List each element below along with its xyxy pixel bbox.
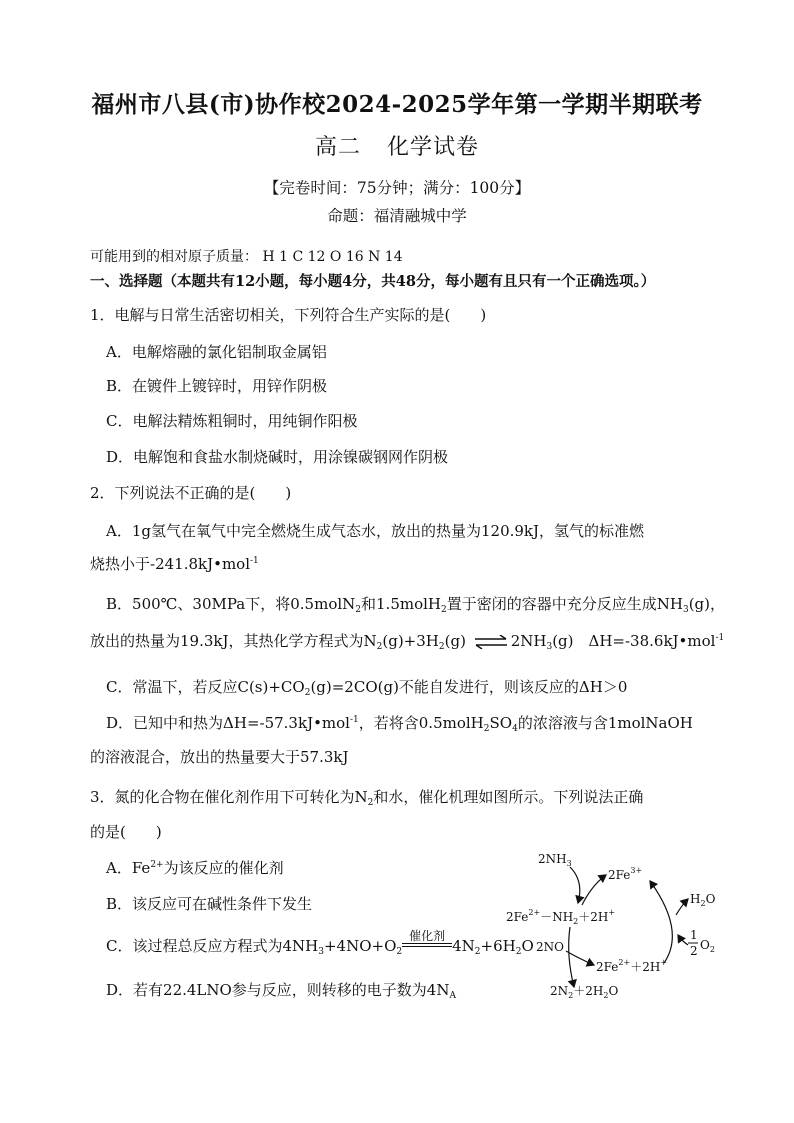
sub: 2 xyxy=(367,798,374,808)
q1-stem: 1．电解与日常生活密切相关，下列符合生产实际的是( ) xyxy=(90,306,487,324)
sub: A xyxy=(449,991,456,1001)
q2-option-a-line2 xyxy=(90,553,259,574)
q3-c-text1: C．该过程总反应方程式为4NH xyxy=(106,937,319,955)
q3-option-d xyxy=(106,979,456,1001)
q3-c-text5: O xyxy=(521,937,534,955)
label-2nh3: $2NH_3$ xyxy=(538,852,572,868)
catalyst-condition xyxy=(402,929,452,951)
sub: 2 xyxy=(438,642,445,652)
sub: 2 xyxy=(474,947,481,957)
q3-c-text3: 4N xyxy=(452,937,475,955)
grade-label: 高二 xyxy=(314,135,361,160)
q3-d-text: D．若有22.4LNO参与反应，则转移的电子数为4N xyxy=(106,981,450,999)
sup: -1 xyxy=(349,715,359,725)
q2-option-d-line2: 的溶液混合，放出的热量要大于57.3kJ xyxy=(90,748,349,766)
sub: 2 xyxy=(515,947,522,957)
atomic-masses: 可能用到的相对原子质量： H 1 C 12 O 16 N 14 xyxy=(90,249,403,265)
q3-a-text2: 为该反应的催化剂 xyxy=(163,859,284,877)
label-half-numerator: 1 xyxy=(690,928,698,942)
q3-c-text2: +4NO+O xyxy=(323,937,397,955)
q2-a-sup: -1 xyxy=(250,556,259,566)
q2-b2-text5: (g) ΔH=-38.6kJ•mol xyxy=(552,632,716,650)
q1-option-d: D．电解饱和食盐水制烧碱时，用涂镍碳钢网作阴极 xyxy=(106,448,449,466)
q2-b2-text1: 放出的热量为19.3kJ，其热化学方程式为N xyxy=(90,632,377,650)
q2-option-a-line1: A．1g氢气在氧气中完全燃烧生成气态水，放出的热量为120.9kJ，氢气的标准燃 xyxy=(106,522,645,540)
q3-a-text1: A．Fe xyxy=(106,859,151,877)
q2-b-text4: (g)， xyxy=(688,595,726,613)
q2-b2-text3: (g) xyxy=(444,632,466,650)
section-heading: 一、选择题（本题共有12小题，每小题4分，共48分，每小题有且只有一个正确选项。） xyxy=(90,273,656,290)
sub: 3 xyxy=(546,642,553,652)
q3-stem-text2: 和水，催化机理如图所示。下列说法正确 xyxy=(373,788,644,806)
q2-b2-text2: (g)+3H xyxy=(382,632,439,650)
arrow-left-down xyxy=(569,927,574,987)
equilibrium-arrow-icon xyxy=(474,635,508,649)
sub: 3 xyxy=(318,947,324,957)
q2-d-text3: SO xyxy=(489,714,513,732)
q3-option-b: B．该反应可在碱性条件下发生 xyxy=(106,895,313,913)
q3-option-c xyxy=(106,929,534,957)
label-h2o: $H_2O$ xyxy=(690,892,716,908)
q3-stem-text1: 3．氮的化合物在催化剂作用下可转化为N xyxy=(90,788,368,806)
q2-d-text2: ，若将含0.5molH xyxy=(358,714,484,732)
setter-info: 命题：福清融城中学 xyxy=(327,207,467,225)
q2-b-text1: B．500℃、30MPa下，将0.5molN xyxy=(106,595,356,613)
q3-stem-line2: 的是( ) xyxy=(90,823,162,841)
q2-b-text2: 和1.5molH xyxy=(361,595,442,613)
sub: 2 xyxy=(396,947,403,957)
label-2fe2-2h: $2Fe^{2+}+2H^+$ xyxy=(596,958,668,974)
label-half-denominator: 2 xyxy=(690,944,698,958)
arrow-regenerate-fe3 xyxy=(650,881,672,963)
q3-stem-line1 xyxy=(90,786,643,808)
subject-label: 化学试卷 xyxy=(387,135,480,160)
q2-d-text4: 的浓溶液与含1molNaOH xyxy=(517,714,693,732)
label-2no: 2NO xyxy=(536,940,564,954)
label-o2: $O_2$ xyxy=(700,938,715,954)
sub: 2 xyxy=(483,724,490,734)
exam-title: 福州市八县(市)协作校2024-2025学年第一学期半期联考 xyxy=(91,91,703,118)
catalytic-mechanism-diagram xyxy=(500,845,740,1010)
exam-subtitle xyxy=(0,130,794,161)
catalyst-label: 催化剂 xyxy=(409,929,446,943)
arrow-o2-in xyxy=(678,935,688,945)
q3-option-a xyxy=(106,857,284,878)
time-info: 【完卷时间：75分钟；满分：100分】 xyxy=(263,179,531,197)
q1-option-c: C．电解法精炼粗铜时，用纯铜作阳极 xyxy=(106,412,358,430)
q2-option-b-line2 xyxy=(90,630,724,652)
q2-a-text: 烧热小于-241.8kJ•mol xyxy=(90,555,251,573)
q2-c-text2: (g)=2CO(g)不能自发进行，则该反应的ΔH＞0 xyxy=(310,678,628,696)
q2-d-text1: D．已知中和热为ΔH=-57.3kJ•mol xyxy=(106,714,350,732)
label-2fe3: $2Fe^{3+}$ xyxy=(608,866,643,882)
sub: 2 xyxy=(441,605,447,615)
sub: 2 xyxy=(304,688,311,698)
q2-option-b-line1 xyxy=(106,593,725,615)
q2-stem: 2．下列说法不正确的是( ) xyxy=(90,484,292,502)
q1-option-a: A．电解熔融的氯化铝制取金属铝 xyxy=(106,343,327,361)
label-fe-nh2-complex: $2Fe^{2+}-NH_2+2H^+$ xyxy=(506,908,616,926)
sup: 2+ xyxy=(150,860,164,870)
q1-option-b: B．在镀件上镀锌时，用锌作阴极 xyxy=(106,377,328,395)
q3-c-text4: +6H xyxy=(480,937,516,955)
arrow-h2o-out xyxy=(676,899,688,915)
q2-b2-text4: 2NH xyxy=(510,632,547,650)
q2-b-text3: 置于密闭的容器中充分反应生成NH xyxy=(446,595,683,613)
arrow-nh3-in xyxy=(570,867,580,903)
arrow-fe3-in xyxy=(582,875,606,905)
label-products: $2N_2+2H_2O$ xyxy=(550,984,619,1000)
sub: 2 xyxy=(376,642,383,652)
q2-c-text1: C．常温下，若反应C(s)+CO xyxy=(106,678,305,696)
q2-option-d-line1: D．已知中和热为ΔH=-57.3kJ•mol$^{-1}$，若将含$0.5molH_2SO_4$的浓溶液与含1molNaOH xyxy=(106,714,693,734)
sub: 3 xyxy=(682,605,689,615)
sup: -1 xyxy=(715,633,725,643)
sub: 2 xyxy=(355,605,362,615)
q2-option-c xyxy=(106,676,627,698)
